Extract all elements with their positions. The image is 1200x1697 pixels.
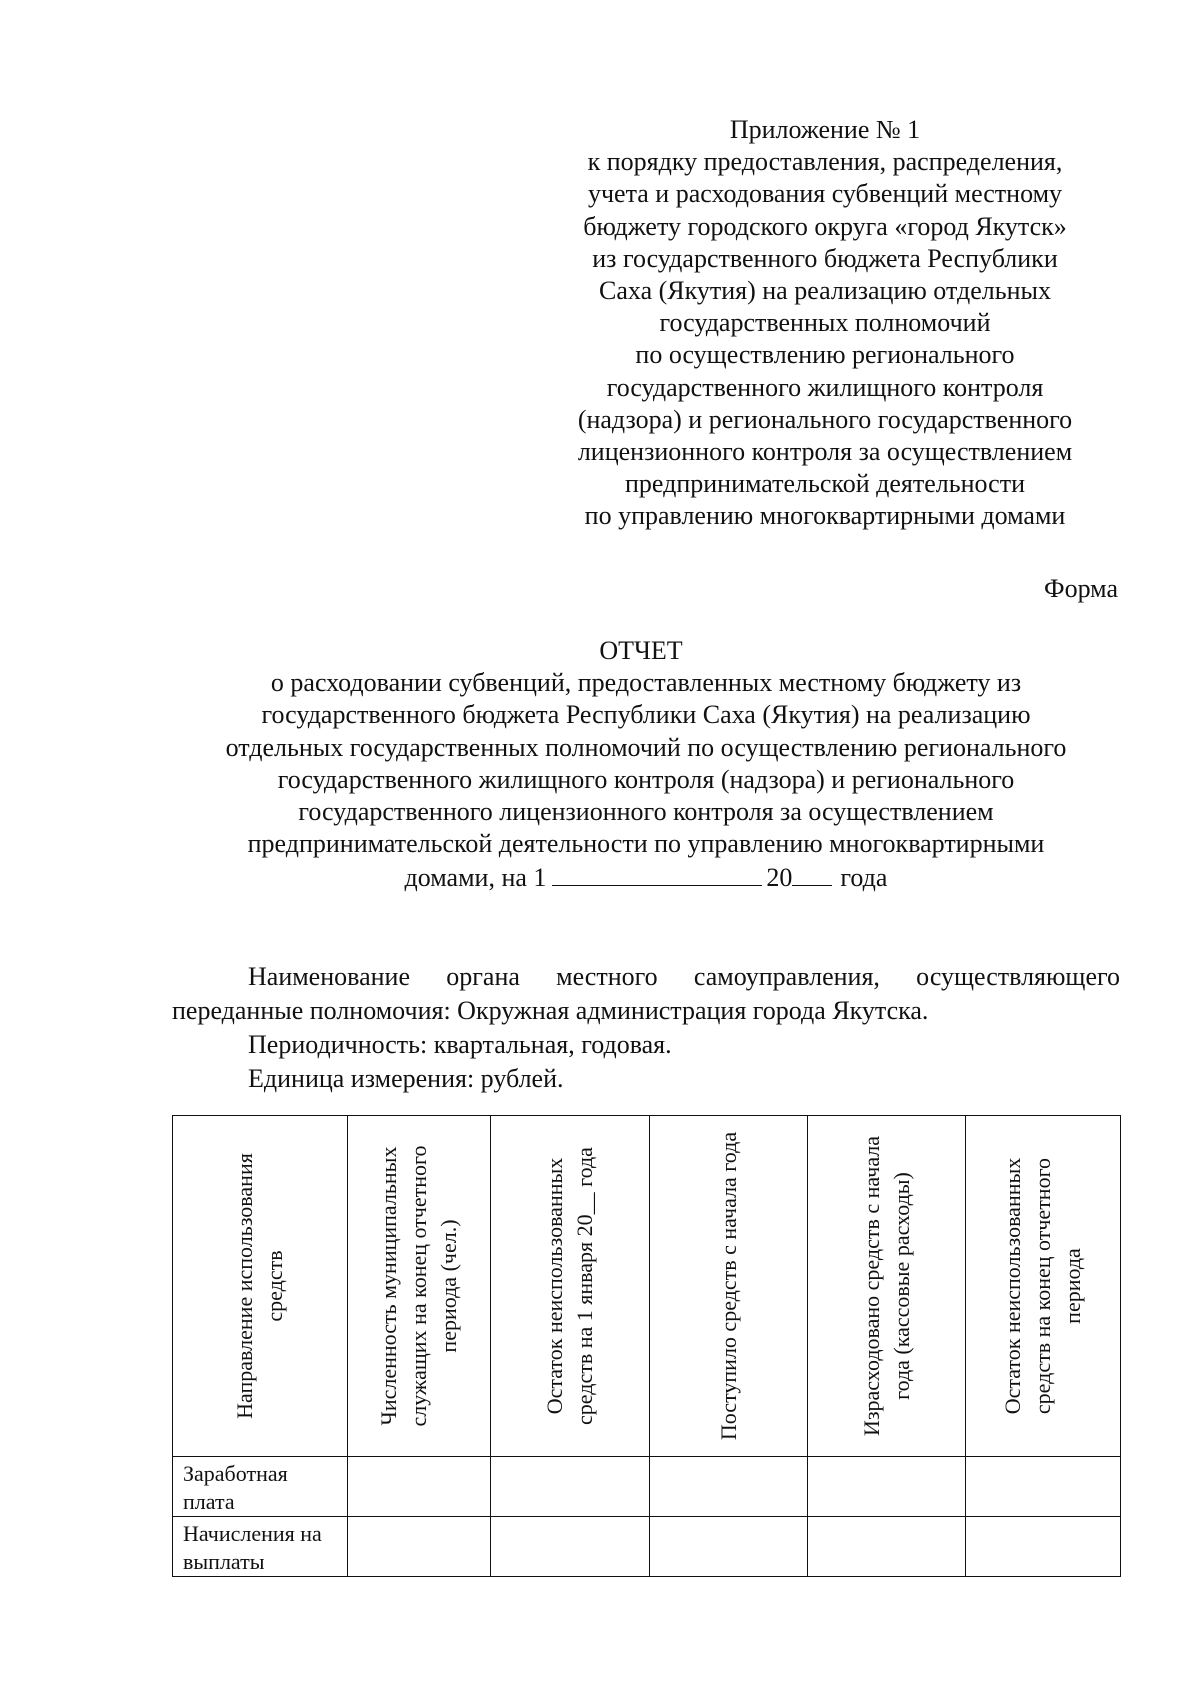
appendix-line: бюджету городского округа «город Якутск» [583, 211, 1067, 241]
appendix-line: предпринимательской деятельности [625, 469, 1025, 499]
report-line: предпринимательской деятельности по управлению многоквартирными [247, 829, 1045, 859]
table-cell[interactable] [348, 1457, 491, 1517]
report-line: государственного жилищного контроля (надзора) и регионального [277, 764, 1015, 794]
report-line: государственного бюджета Республики Саха (Якутия) на реализацию [261, 700, 1031, 730]
table-row [173, 1457, 1121, 1517]
table-cell[interactable] [808, 1517, 966, 1577]
header-received: Поступило средств с начала года [715, 1131, 741, 1441]
header-cell [966, 1116, 1121, 1457]
header-direction: Направление использования средств [232, 1153, 287, 1419]
report-date-line [170, 861, 1122, 894]
table-cell[interactable] [348, 1517, 491, 1577]
report-title: ОТЧЕТ [599, 636, 683, 665]
header-closing-balance: Остаток неиспользованных средств на конец отчетного периода [1000, 1157, 1085, 1415]
report-info [172, 960, 1120, 1096]
table-cell[interactable] [650, 1517, 808, 1577]
row-label: Заработная плата [173, 1457, 348, 1517]
appendix-line: учета и расходования субвенций местному [587, 179, 1063, 209]
appendix-line: из государственного бюджета Республики [592, 243, 1058, 273]
form-label: Форма [1044, 574, 1118, 603]
header-cell [173, 1116, 348, 1457]
header-cell [808, 1116, 966, 1457]
appendix-line: государственного жилищного контроля [606, 372, 1044, 402]
row-label: Начисления на выплаты [173, 1517, 348, 1577]
periodicity: Периодичность: квартальная, годовая. [248, 1030, 672, 1059]
appendix-line: по осуществлению регионального [635, 340, 1015, 370]
appendix-line: государственных полномочий [659, 308, 991, 338]
table-cell[interactable] [650, 1457, 808, 1517]
appendix-line: (надзора) и регионального государственного [577, 404, 1073, 434]
report-line: отдельных государственных полномочий по осуществлению регионального [225, 732, 1067, 762]
table-cell[interactable] [966, 1517, 1121, 1577]
appendix-line: к порядку предоставления, распределения, [587, 147, 1063, 177]
organ-name: Наименование органа местного самоуправления, осуществляющего переданные полномочия: Окружная администрация города Якутска. [172, 962, 1120, 1025]
report-line: государственного лицензионного контроля за осуществлением [298, 797, 994, 827]
table-cell[interactable] [966, 1457, 1121, 1517]
report-table [172, 1115, 1121, 1577]
date-blank-field[interactable] [552, 861, 762, 886]
date-suffix: года [840, 862, 888, 892]
header-cell [650, 1116, 808, 1457]
table-cell[interactable] [491, 1517, 650, 1577]
appendix-line: Приложение № 1 [729, 115, 921, 144]
appendix-line: по управлению многоквартирными домами [584, 501, 1066, 531]
appendix-line: Саха (Якутия) на реализацию отдельных [599, 276, 1051, 306]
table-header-row [173, 1116, 1121, 1457]
appendix-line: лицензионного контроля за осуществлением [577, 437, 1073, 467]
header-spent: Израсходовано средств с начала года (кассовые расходы) [858, 1135, 914, 1437]
header-cell [491, 1116, 650, 1457]
year-prefix: 20 [766, 862, 793, 892]
table-cell[interactable] [808, 1457, 966, 1517]
unit-of-measure: Единица измерения: рублей. [248, 1064, 564, 1093]
header-cell [348, 1116, 491, 1457]
table-cell[interactable] [491, 1457, 650, 1517]
appendix-header [545, 114, 1105, 533]
header-opening-balance: Остаток неиспользованных средств на 1 января 20__ года [542, 1147, 597, 1425]
report-line: о расходовании субвенций, предоставленных местному бюджету из [270, 668, 1022, 697]
year-blank-field[interactable] [792, 861, 832, 886]
table-row [173, 1517, 1121, 1577]
header-staff-count: Численность муниципальных служащих на конец отчетного периода (чел.) [376, 1145, 461, 1427]
date-prefix: домами, на 1 [404, 862, 547, 892]
report-subtitle [170, 667, 1122, 894]
